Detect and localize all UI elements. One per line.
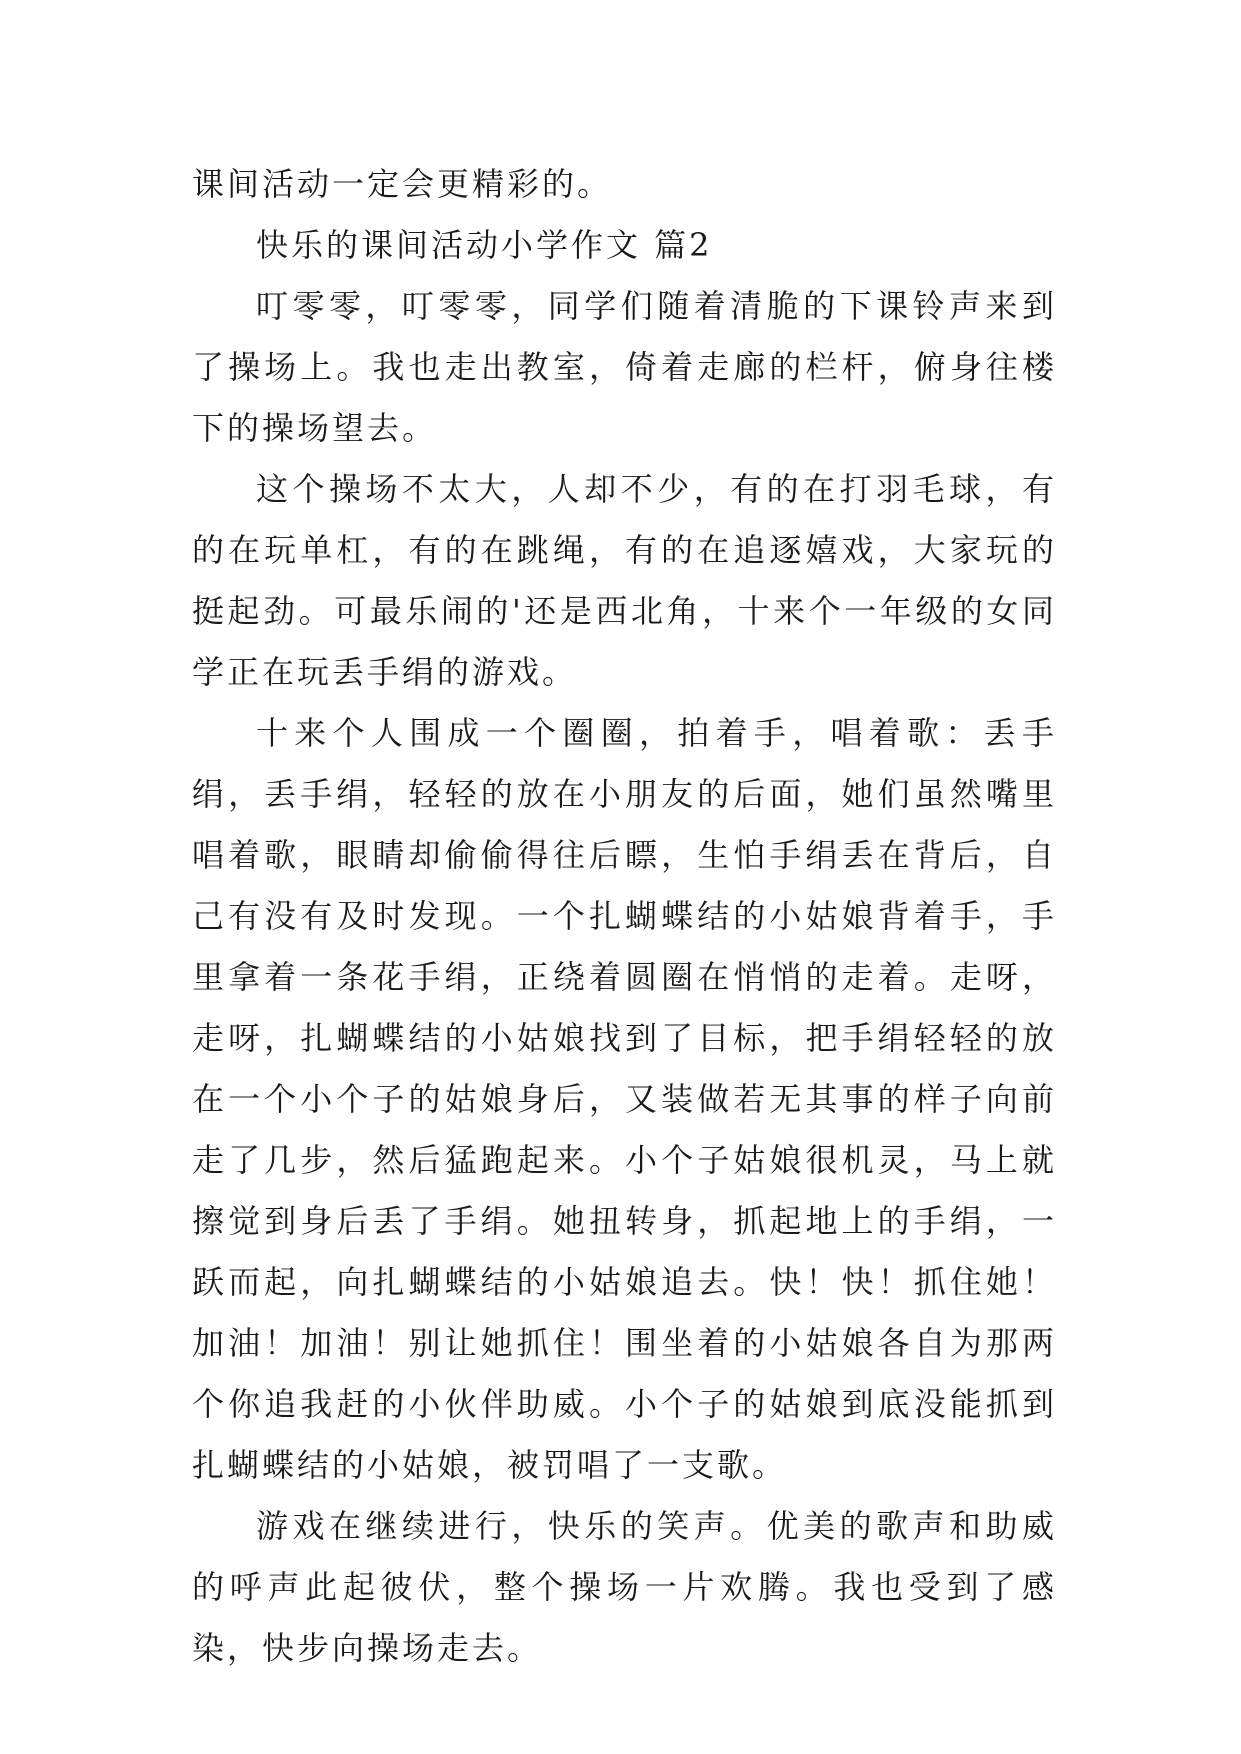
essay-heading: 快乐的课间活动小学作文 篇2: [256, 226, 713, 264]
paragraph-1: 叮零零，叮零零，同学们随着清脆的下课铃声来到了操场上。我也走出教室，倚着走廊的栏杆，俯身往楼下的操场望去。: [192, 287, 1057, 447]
paragraph-3: 十来个人围成一个圈圈，拍着手，唱着歌：丢手绢，丢手绢，轻轻的放在小朋友的后面，她们虽然嘴里唱着歌，眼睛却偷偷得往后瞟，生怕手绢丢在背后，自己有没有及时发现。一个扎蝴蝶结的小姑娘背着手，手里拿着一条花手绢，正绕着圆圈在悄悄的走着。走呀，走呀，扎蝴蝶结的小姑娘找到了目标，把手绢轻轻的放在一个小个子的姑娘身后，又装做若无其事的样子向前走了几步，然后猛跑起来。小个子姑娘很机灵，马上就擦觉到身后丢了手绢。她扭转身，抓起地上的手绢，一跃而起，向扎蝴蝶结的小姑娘追去。快！快！抓住她！加油！加油！别让她抓住！围坐着的小姑娘各自为那两个你追我赶的小伙伴助威。小个子的姑娘到底没能抓到扎蝴蝶结的小姑娘，被罚唱了一支歌。: [192, 714, 1057, 1484]
paragraph-continuation: 课间活动一定会更精彩的。: [192, 165, 613, 203]
paragraph-2: 这个操场不太大，人却不少，有的在打羽毛球，有的在玩单杠，有的在跳绳，有的在追逐嬉戏，大家玩的挺起劲。可最乐闹的'还是西北角，十来个一年级的女同学正在玩丢手绢的游戏。: [192, 470, 1057, 691]
paragraph-4: 游戏在继续进行，快乐的笑声。优美的歌声和助威的呼声此起彼伏，整个操场一片欢腾。我也受到了感染，快步向操场走去。: [192, 1507, 1057, 1667]
document-body: [192, 154, 1057, 1679]
